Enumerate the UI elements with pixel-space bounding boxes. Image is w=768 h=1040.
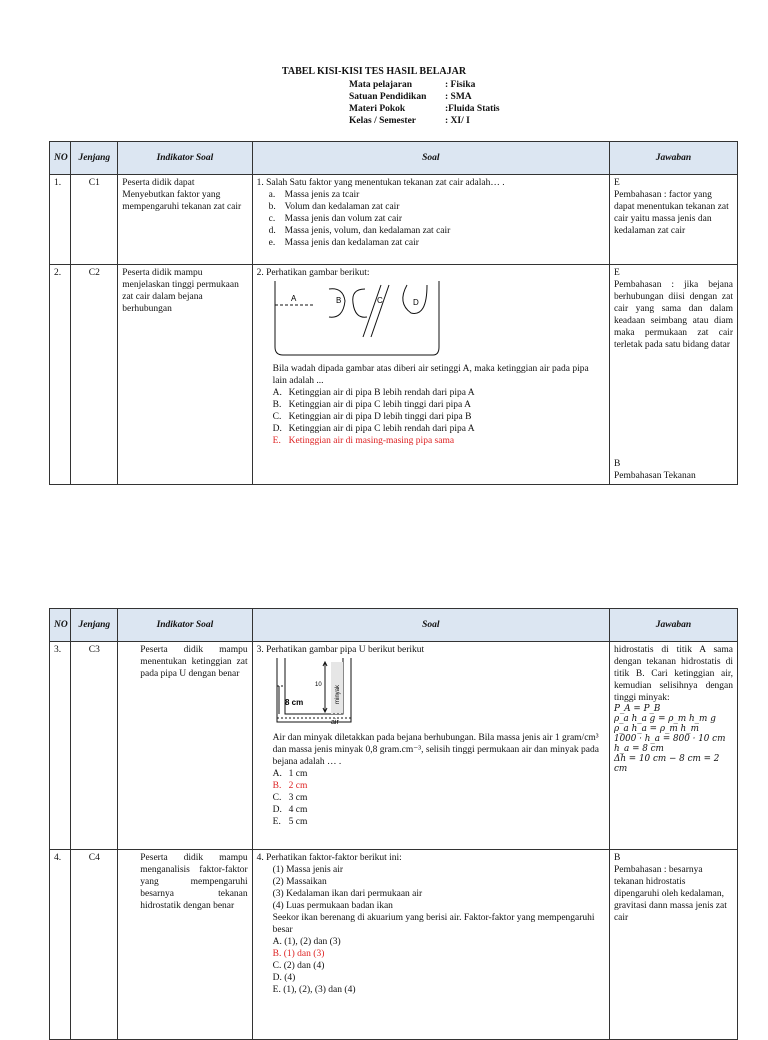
math-line: 1000 · h_a = 800 · 10 cm <box>613 734 726 744</box>
options-list <box>257 189 605 249</box>
table-row <box>50 265 738 485</box>
answer-key: B <box>613 853 621 863</box>
option-a: A. Ketinggian air di pipa B lebih rendah dari pipa A <box>272 388 475 398</box>
row-jenjang: C1 <box>71 175 118 265</box>
question-text: 3. Perhatikan gambar pipa U berikut berikut <box>256 645 425 655</box>
answer-key: E <box>613 268 620 278</box>
col-header-indikator: Indikator Soal <box>118 609 252 642</box>
option-d: D. (4) <box>272 973 296 983</box>
col-header-no: NO <box>50 609 71 642</box>
meta-value: :Fluida Statis <box>445 104 500 114</box>
col-header-jawaban: Jawaban <box>609 609 737 642</box>
question-continuation: Bila wadah dipada gambar atas diberi air setinggi A, maka ketinggian air pada pipa lain adalah ... <box>272 364 589 386</box>
row-soal <box>252 175 609 265</box>
row-no: 1. <box>50 175 71 265</box>
option-a: A. (1), (2) dan (3) <box>272 937 341 947</box>
answer-text: Pembahasan : factor yang dapat menentukan tekanan zat cair yaitu massa jenis dan kedalaman zat cair <box>613 190 729 236</box>
col-header-jenjang: Jenjang <box>71 609 118 642</box>
math-line: Δh = 10 cm − 8 cm = 2 cm <box>613 754 720 774</box>
factor-list <box>257 864 605 912</box>
answer-text: Pembahasan : jika bejana berhubungan diisi dengan zat cair yang sama dan dalam keadaan seimbang atau diam maka permukaan zat cair terletak pada satu bidang datar <box>613 280 733 350</box>
meta-key: Materi Pokok <box>349 104 406 114</box>
row-soal <box>252 265 609 485</box>
table-row <box>50 642 738 850</box>
col-header-jawaban: Jawaban <box>609 142 737 175</box>
answer-key: E <box>613 178 620 188</box>
meta-value: : XI/ I <box>445 116 470 126</box>
math-line: P_A = P_B <box>613 704 661 714</box>
math-line: ρ_a h_a g = ρ_m h_m g <box>613 714 716 724</box>
row-jawaban <box>609 642 737 850</box>
meta-key: Mata pelajaran <box>349 80 413 90</box>
math-line: ρ_a h_a = ρ_m h_m <box>613 724 699 734</box>
options-list <box>257 936 605 996</box>
row-indikator: Peserta didik mampu menganalisis faktor-faktor yang mempengaruhi besarnya tekanan hidrostatik dengan benar <box>118 850 252 1040</box>
math-line: h_a = 8 cm <box>613 744 664 754</box>
grid-table-1 <box>49 141 738 485</box>
figure-label-d: D <box>412 298 419 307</box>
question-text: 2. Perhatikan gambar berikut: <box>256 268 370 278</box>
label-minyak: minyak <box>334 684 341 704</box>
label-8cm: 8 cm <box>284 698 303 707</box>
col-header-no: NO <box>50 142 71 175</box>
meta-value: : Fisika <box>445 80 476 90</box>
table-header-row <box>50 142 738 175</box>
row-jawaban <box>609 850 737 1040</box>
col-header-soal: Soal <box>252 142 609 175</box>
question-text: 4. Perhatikan faktor-faktor berikut ini: <box>256 853 402 863</box>
meta-key: Kelas / Semester <box>349 116 417 126</box>
u-tube-figure <box>273 656 357 728</box>
meta-key: Satuan Pendidikan <box>349 92 427 102</box>
row-indikator: Peserta didik mampu menentukan ketinggian zat pada pipa U dengan benar <box>118 642 252 850</box>
row-jenjang: C2 <box>71 265 118 485</box>
option-c: C. Ketinggian air di pipa D lebih tinggi dari pipa B <box>272 412 472 422</box>
options-list <box>257 768 605 828</box>
figure-label-c: C <box>376 296 383 305</box>
row-jawaban <box>609 265 737 485</box>
document-header <box>0 66 768 126</box>
next-answer-key: B <box>613 459 621 469</box>
connected-vessels-figure <box>273 279 443 359</box>
row-jenjang: C4 <box>71 850 118 1040</box>
option-d: d. Massa jenis, volum, dan kedalaman zat cair <box>268 226 451 236</box>
option-c: c. Massa jenis dan volum zat cair <box>268 214 403 224</box>
row-no: 2. <box>50 265 71 485</box>
question-continuation: Seekor ikan berenang di akuarium yang berisi air. Faktor-faktor yang mempengaruhi besar <box>272 913 595 935</box>
option-c: C. (2) dan (4) <box>272 961 325 971</box>
factor-item: (4) Luas permukaan badan ikan <box>272 901 393 911</box>
grid-table-2 <box>49 608 738 1040</box>
row-no: 4. <box>50 850 71 1040</box>
table-row <box>50 850 738 1040</box>
answer-text: hidrostatis di titik A sama dengan tekanan hidrostatis di titik B. Cari ketinggian air, kemudian selisihnya dengan tinggi minyak: <box>613 645 733 703</box>
row-indikator: Peserta didik mampu menjelaskan tinggi permukaan zat cair dalam bejana berhubungan <box>118 265 252 485</box>
row-jenjang: C3 <box>71 642 118 850</box>
option-e: E. 5 cm <box>272 817 308 827</box>
label-air: air <box>330 719 339 726</box>
option-d: D. Ketinggian air di pipa C lebih rendah dari pipa A <box>272 424 475 434</box>
question-text: 1. Salah Satu faktor yang menentukan tekanan zat cair adalah… . <box>256 178 505 188</box>
question-continuation: Air dan minyak diletakkan pada bejana berhubungan. Bila massa jenis air 1 gram/cm³ dan massa jenis minyak 0,8 gram.cm⁻³, selisih tinggi permukaan air dan minyak pada bejana adalah … . <box>272 733 599 767</box>
row-soal <box>252 850 609 1040</box>
factor-item: (3) Kedalaman ikan dari permukaan air <box>272 889 423 899</box>
option-b: b. Volum dan kedalaman zat cair <box>268 202 400 212</box>
option-a: A. 1 cm <box>272 769 308 779</box>
answer-text: Pembahasan : besarnya tekanan hidrostatis dipengaruhi oleh kedalaman, gravitasi dann massa jenis zat cair <box>613 865 727 923</box>
next-answer-text: Pembahasan Tekanan <box>613 471 696 481</box>
option-c: C. 3 cm <box>272 793 308 803</box>
table-header-row <box>50 609 738 642</box>
meta-block <box>349 79 500 127</box>
next-answer-start <box>614 458 733 482</box>
row-no: 3. <box>50 642 71 850</box>
row-indikator: Peserta didik dapat Menyebutkan faktor yang mempengaruhi tekanan zat cair <box>118 175 252 265</box>
option-e: e. Massa jenis dan kedalaman zat cair <box>268 238 419 248</box>
meta-value: : SMA <box>445 92 472 102</box>
option-d: D. 4 cm <box>272 805 308 815</box>
option-b: B. Ketinggian air di pipa C lebih tinggi dari pipa A <box>272 400 471 410</box>
col-header-soal: Soal <box>252 609 609 642</box>
option-b-correct: B. (1) dan (3) <box>272 949 325 959</box>
options-list <box>257 387 605 447</box>
option-b-correct: B. 2 cm <box>272 781 308 791</box>
option-e: E. (1), (2), (3) dan (4) <box>272 985 356 995</box>
figure-label-b: B <box>335 296 341 305</box>
factor-item: (2) Massaikan <box>272 877 327 887</box>
figure-label-a: A <box>290 294 296 303</box>
document-title: TABEL KISI-KISI TES HASIL BELAJAR <box>281 66 467 77</box>
col-header-jenjang: Jenjang <box>71 142 118 175</box>
col-header-indikator: Indikator Soal <box>118 142 252 175</box>
table-row <box>50 175 738 265</box>
option-e-correct: E. Ketinggian air di masing-masing pipa sama <box>272 436 455 446</box>
factor-item: (1) Massa jenis air <box>272 865 344 875</box>
row-soal <box>252 642 609 850</box>
row-jawaban <box>609 175 737 265</box>
label-10: 10 <box>314 682 322 688</box>
option-a: a. Massa jenis za tcair <box>268 190 360 200</box>
